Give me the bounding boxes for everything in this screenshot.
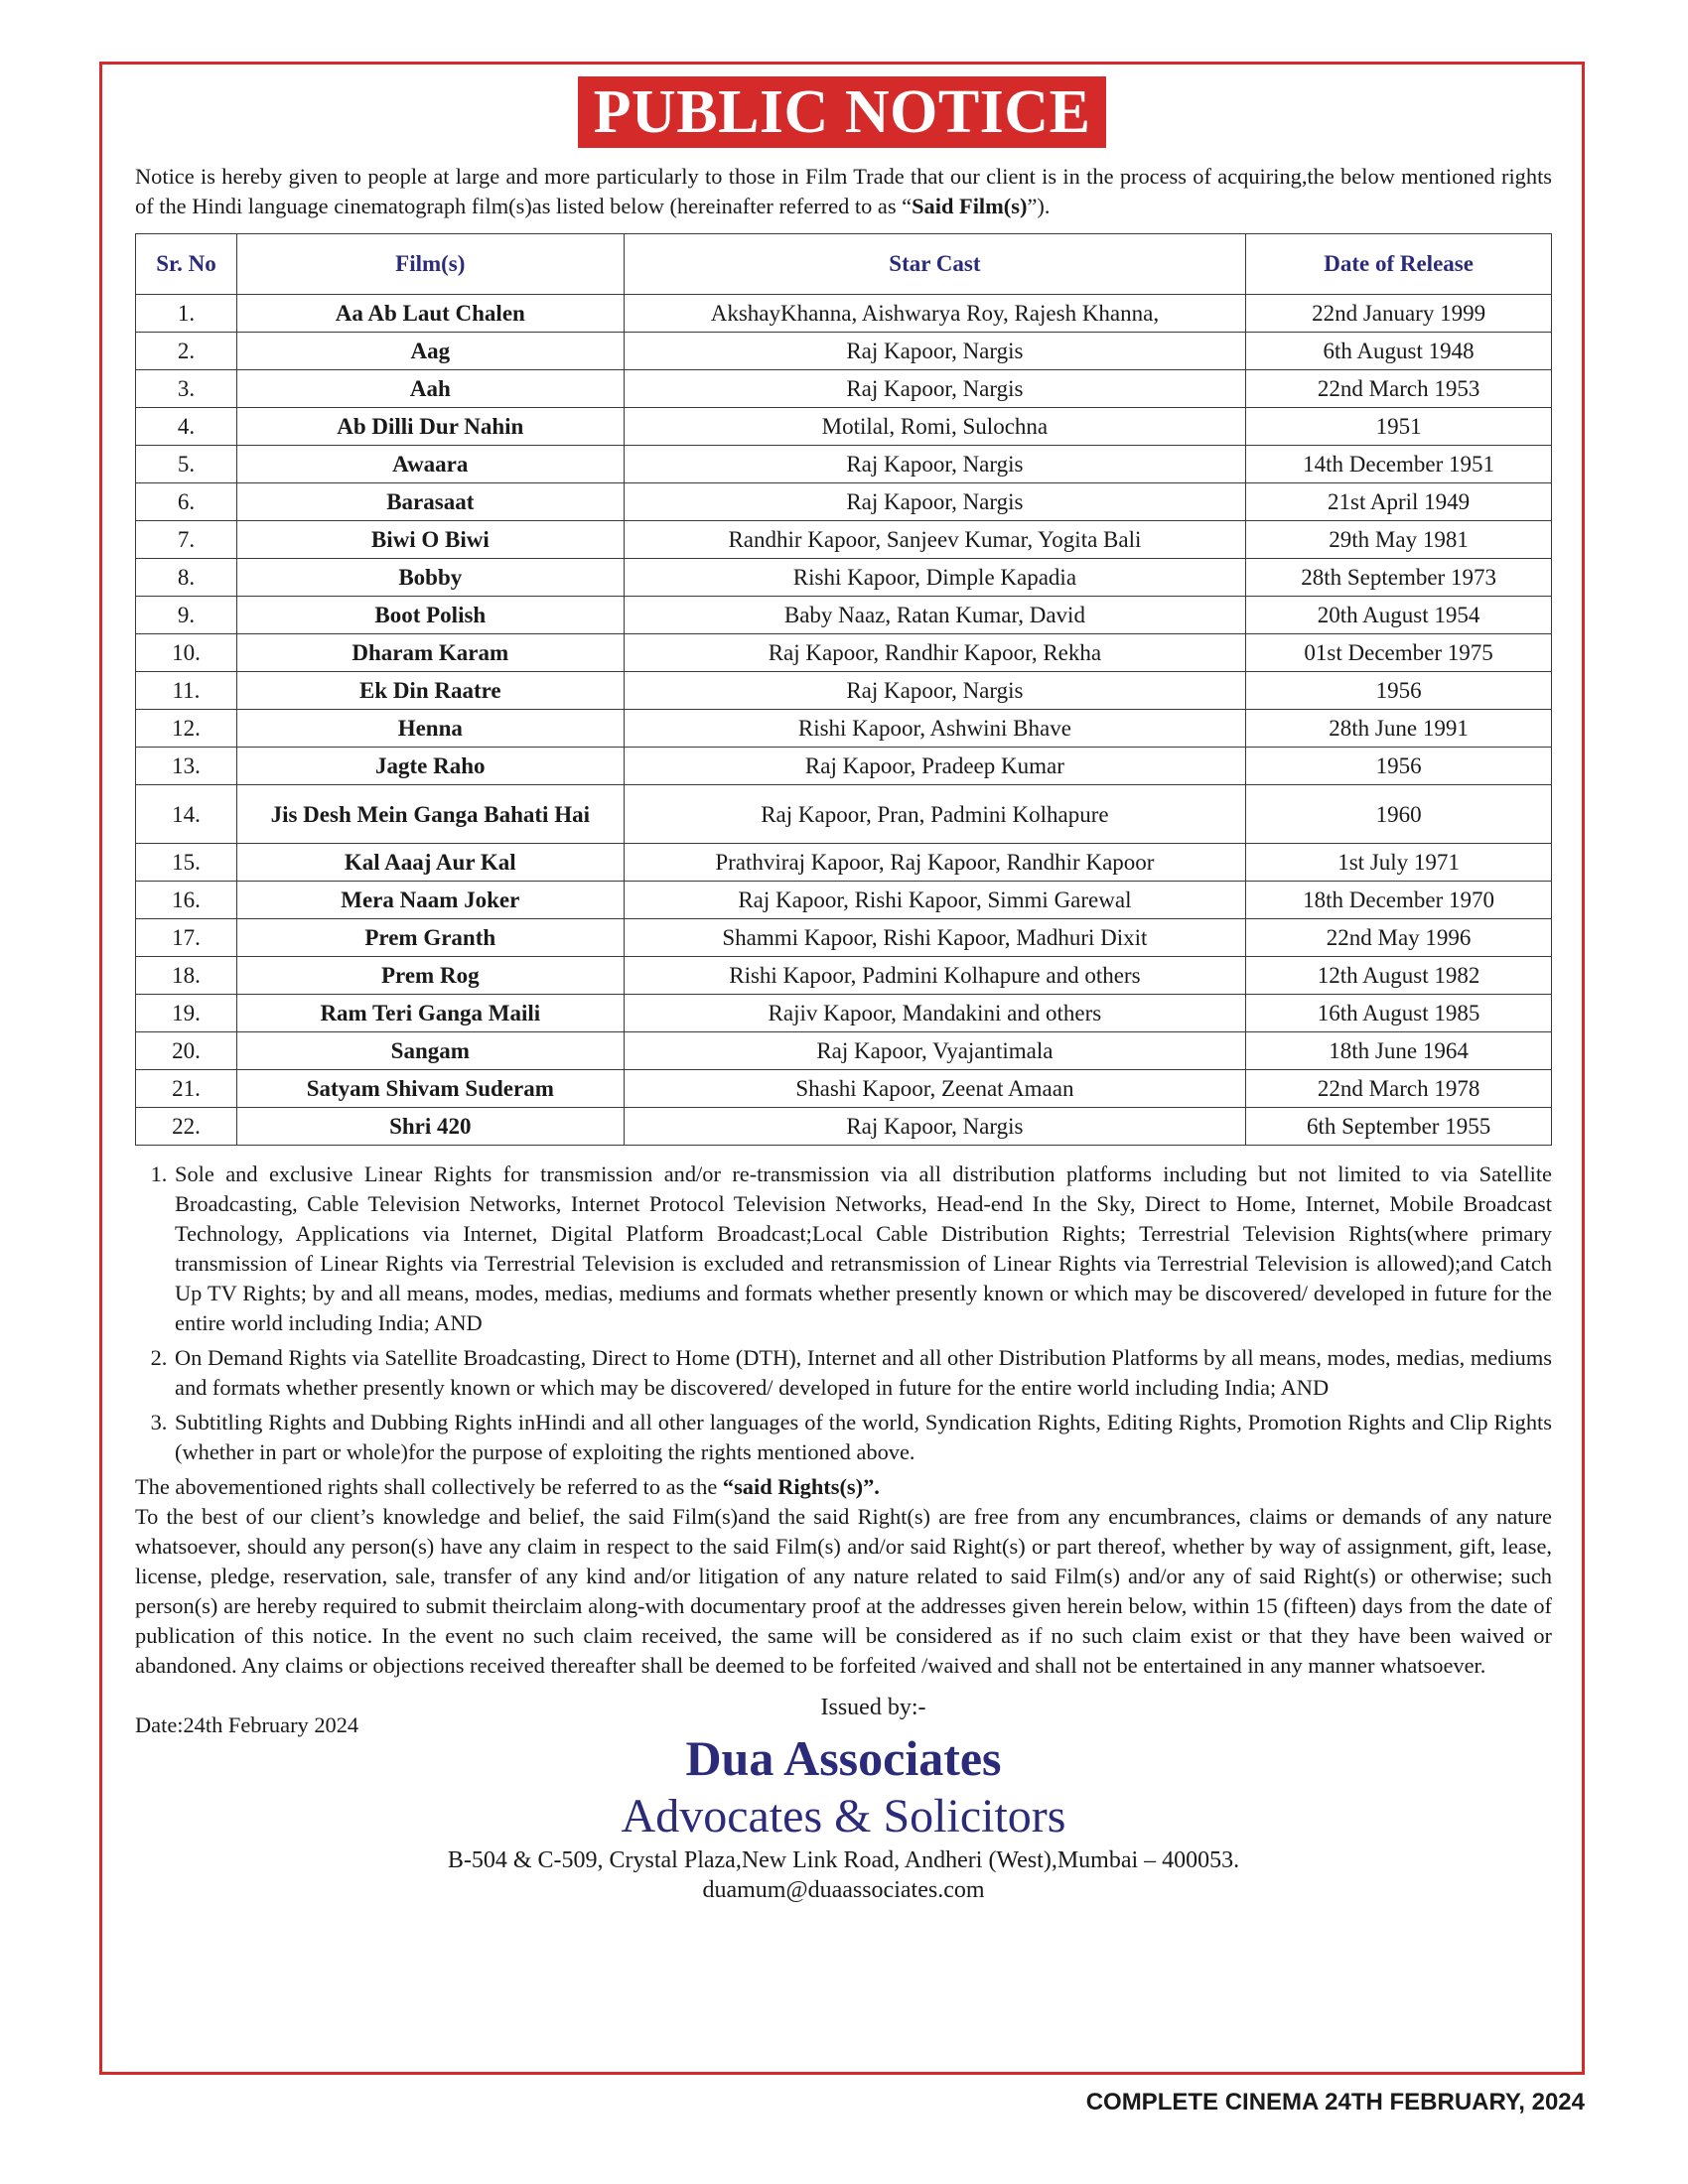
cell-star-cast: Rajiv Kapoor, Mandakini and others <box>624 995 1246 1032</box>
cell-sr-no: 5. <box>136 446 237 483</box>
notice-content <box>135 162 1552 1907</box>
cell-sr-no: 21. <box>136 1070 237 1108</box>
intro-bold: Said Film(s) <box>912 194 1028 218</box>
cell-star-cast: AkshayKhanna, Aishwarya Roy, Rajesh Khanna, <box>624 295 1246 333</box>
cell-star-cast: Motilal, Romi, Sulochna <box>624 408 1246 446</box>
cell-star-cast: Raj Kapoor, Nargis <box>624 483 1246 521</box>
cell-sr-no: 13. <box>136 748 237 785</box>
table-row <box>136 634 1552 672</box>
cell-star-cast: Shashi Kapoor, Zeenat Amaan <box>624 1070 1246 1108</box>
table-row <box>136 295 1552 333</box>
cell-film: Ab Dilli Dur Nahin <box>236 408 624 446</box>
cell-date: 1951 <box>1246 408 1552 446</box>
table-row <box>136 1070 1552 1108</box>
cell-date: 20th August 1954 <box>1246 597 1552 634</box>
rights-item: 2. On Demand Rights via Satellite Broadcasting, Direct to Home (DTH), Internet and all other Distribution Platforms by all means, modes, medias, mediums and formats whether presently known or which may be discovered/ developed in future for the entire world including India; AND <box>173 1343 1552 1403</box>
header-sr-no: Sr. No <box>136 234 237 295</box>
cell-star-cast: Raj Kapoor, Pradeep Kumar <box>624 748 1246 785</box>
cell-star-cast: Raj Kapoor, Nargis <box>624 333 1246 370</box>
claims-paragraph: To the best of our client’s knowledge and belief, the said Film(s)and the said Right(s) are free from any encumbrances, claims or demands of any nature whatsoever, should any person(s) have any claim in respect to the said Film(s) and/or said Right(s) or part thereof, whether by way of assignment, gift, lease, license, pledge, reservation, sale, transfer of any kind and/or litigation of any nature related to said Film(s) and/or any of said Right(s) or otherwise; such person(s) are hereby required to submit theirclaim along-with documentary proof at the addresses given herein below, within 15 (fifteen) days from the date of publication of this notice. In the event no such claim received, the same will be considered as if no such claim exist or that they have been waived or abandoned. Any claims or objections received thereafter shall be deemed to be forfeited /waived and shall not be entertained in any manner whatsoever. <box>135 1504 1552 1678</box>
films-table-body <box>136 295 1552 1146</box>
table-row <box>136 748 1552 785</box>
cell-date: 01st December 1975 <box>1246 634 1552 672</box>
cell-date: 18th December 1970 <box>1246 882 1552 919</box>
cell-film: Bobby <box>236 559 624 597</box>
cell-star-cast: Raj Kapoor, Nargis <box>624 446 1246 483</box>
cell-date: 29th May 1981 <box>1246 521 1552 559</box>
cell-film: Kal Aaaj Aur Kal <box>236 844 624 882</box>
cell-film: Henna <box>236 710 624 748</box>
cell-date: 16th August 1985 <box>1246 995 1552 1032</box>
cell-date: 1st July 1971 <box>1246 844 1552 882</box>
title-wrap <box>102 76 1582 148</box>
cell-sr-no: 2. <box>136 333 237 370</box>
cell-star-cast: Prathviraj Kapoor, Raj Kapoor, Randhir Kapoor <box>624 844 1246 882</box>
cell-sr-no: 1. <box>136 295 237 333</box>
cell-film: Aa Ab Laut Chalen <box>236 295 624 333</box>
cell-date: 6th September 1955 <box>1246 1108 1552 1146</box>
header-star-cast: Star Cast <box>624 234 1246 295</box>
rights-item: 3. Subtitling Rights and Dubbing Rights inHindi and all other languages of the world, Syndication Rights, Editing Rights, Promotion Rights and Clip Rights (whether in part or whole)for the purpose of exploiting the rights mentioned above. <box>173 1408 1552 1467</box>
cell-date: 21st April 1949 <box>1246 483 1552 521</box>
cell-date: 22nd March 1953 <box>1246 370 1552 408</box>
cell-star-cast: Raj Kapoor, Vyajantimala <box>624 1032 1246 1070</box>
table-row <box>136 710 1552 748</box>
table-row <box>136 1108 1552 1146</box>
cell-film: Jis Desh Mein Ganga Bahati Hai <box>236 785 624 844</box>
cell-date: 12th August 1982 <box>1246 957 1552 995</box>
cell-sr-no: 14. <box>136 785 237 844</box>
table-row <box>136 957 1552 995</box>
cell-film: Biwi O Biwi <box>236 521 624 559</box>
issued-by: Issued by:- <box>820 1695 926 1720</box>
cell-sr-no: 16. <box>136 882 237 919</box>
intro-paragraph <box>135 162 1552 221</box>
cell-star-cast: Raj Kapoor, Randhir Kapoor, Rekha <box>624 634 1246 672</box>
cell-film: Aah <box>236 370 624 408</box>
cell-star-cast: Rishi Kapoor, Dimple Kapadia <box>624 559 1246 597</box>
cell-date: 28th September 1973 <box>1246 559 1552 597</box>
cell-date: 22nd January 1999 <box>1246 295 1552 333</box>
cell-sr-no: 22. <box>136 1108 237 1146</box>
cell-date: 1956 <box>1246 672 1552 710</box>
table-row <box>136 559 1552 597</box>
cell-sr-no: 8. <box>136 559 237 597</box>
table-row <box>136 446 1552 483</box>
notice-date: Date:24th February 2024 <box>135 1712 359 1737</box>
intro-end: ”). <box>1027 194 1051 218</box>
cell-film: Ek Din Raatre <box>236 672 624 710</box>
table-row <box>136 370 1552 408</box>
cell-film: Awaara <box>236 446 624 483</box>
cell-sr-no: 10. <box>136 634 237 672</box>
cell-sr-no: 17. <box>136 919 237 957</box>
table-row <box>136 521 1552 559</box>
cell-sr-no: 3. <box>136 370 237 408</box>
cell-film: Prem Granth <box>236 919 624 957</box>
cell-film: Aag <box>236 333 624 370</box>
cell-sr-no: 20. <box>136 1032 237 1070</box>
cell-star-cast: Randhir Kapoor, Sanjeev Kumar, Yogita Bali <box>624 521 1246 559</box>
cell-sr-no: 15. <box>136 844 237 882</box>
cell-star-cast: Rishi Kapoor, Ashwini Bhave <box>624 710 1246 748</box>
firm-type: Advocates & Solicitors <box>621 1790 1066 1843</box>
table-row <box>136 919 1552 957</box>
cell-date: 18th June 1964 <box>1246 1032 1552 1070</box>
cell-date: 1960 <box>1246 785 1552 844</box>
table-row <box>136 1032 1552 1070</box>
table-row <box>136 333 1552 370</box>
cell-star-cast: Raj Kapoor, Pran, Padmini Kolhapure <box>624 785 1246 844</box>
cell-film: Jagte Raho <box>236 748 624 785</box>
firm-name: Dua Associates <box>685 1730 1002 1786</box>
rights-item: 1. Sole and exclusive Linear Rights for transmission and/or re-transmission via all distribution platforms including but not limited to via Satellite Broadcasting, Cable Television Networks, Internet Protocol Television Networks, Head-end In the Sky, Direct to Home, Internet, Mobile Broadcast Technology, Applications via Internet, Digital Platform Broadcast;Local Cable Distribution Rights; Terrestrial Television Rights(where primary transmission of Linear Rights via Terrestrial Television is excluded and retransmission of Linear Rights via Terrestrial Television is allowed);and Catch Up TV Rights; by and all means, modes, medias, mediums and formats whether presently known or which may be discovered/ developed in future for the entire world including India; AND <box>173 1160 1552 1338</box>
cell-date: 14th December 1951 <box>1246 446 1552 483</box>
cell-star-cast: Shammi Kapoor, Rishi Kapoor, Madhuri Dixit <box>624 919 1246 957</box>
cell-sr-no: 11. <box>136 672 237 710</box>
cell-date: 1956 <box>1246 748 1552 785</box>
cell-star-cast: Raj Kapoor, Rishi Kapoor, Simmi Garewal <box>624 882 1246 919</box>
cell-film: Satyam Shivam Suderam <box>236 1070 624 1108</box>
firm-address: B-504 & C-509, Crystal Plaza,New Link Road, Andheri (West),Mumbai – 400053. <box>447 1847 1240 1873</box>
table-row <box>136 785 1552 844</box>
cell-date: 22nd May 1996 <box>1246 919 1552 957</box>
page-footer: COMPLETE CINEMA 24TH FEBRUARY, 2024 <box>1085 2089 1585 2116</box>
rights-list <box>135 1160 1552 1467</box>
cell-sr-no: 7. <box>136 521 237 559</box>
cell-film: Shri 420 <box>236 1108 624 1146</box>
cell-film: Prem Rog <box>236 957 624 995</box>
table-row <box>136 597 1552 634</box>
collective-paragraph <box>135 1472 1552 1502</box>
table-row <box>136 882 1552 919</box>
cell-star-cast: Raj Kapoor, Nargis <box>624 370 1246 408</box>
collective-bold: “said Rights(s)”. <box>722 1474 880 1499</box>
cell-sr-no: 18. <box>136 957 237 995</box>
header-films: Film(s) <box>236 234 624 295</box>
table-row <box>136 672 1552 710</box>
table-row <box>136 995 1552 1032</box>
cell-star-cast: Rishi Kapoor, Padmini Kolhapure and others <box>624 957 1246 995</box>
cell-sr-no: 4. <box>136 408 237 446</box>
cell-sr-no: 9. <box>136 597 237 634</box>
table-row <box>136 408 1552 446</box>
intro-text: Notice is hereby given to people at large and more particularly to those in Film Trade that our client is in the process of acquiring,the below mentioned rights of the Hindi language cinematograph film(s)as listed below (hereinafter referred to as “ <box>135 164 1552 218</box>
notice-title: PUBLIC NOTICE <box>578 76 1107 148</box>
cell-star-cast: Baby Naaz, Ratan Kumar, David <box>624 597 1246 634</box>
cell-film: Boot Polish <box>236 597 624 634</box>
table-row <box>136 483 1552 521</box>
cell-film: Mera Naam Joker <box>236 882 624 919</box>
notice-frame <box>99 62 1585 2075</box>
cell-date: 22nd March 1978 <box>1246 1070 1552 1108</box>
cell-film: Barasaat <box>236 483 624 521</box>
cell-date: 6th August 1948 <box>1246 333 1552 370</box>
signature-block <box>135 1689 1552 1907</box>
collective-text: The abovementioned rights shall collectively be referred to as the <box>135 1474 723 1499</box>
cell-film: Ram Teri Ganga Maili <box>236 995 624 1032</box>
cell-sr-no: 19. <box>136 995 237 1032</box>
cell-star-cast: Raj Kapoor, Nargis <box>624 1108 1246 1146</box>
header-date-of-release: Date of Release <box>1246 234 1552 295</box>
cell-film: Dharam Karam <box>236 634 624 672</box>
cell-star-cast: Raj Kapoor, Nargis <box>624 672 1246 710</box>
cell-film: Sangam <box>236 1032 624 1070</box>
cell-sr-no: 12. <box>136 710 237 748</box>
table-header-row <box>136 234 1552 295</box>
cell-date: 28th June 1991 <box>1246 710 1552 748</box>
cell-sr-no: 6. <box>136 483 237 521</box>
firm-email: duamum@duaassociates.com <box>702 1877 985 1903</box>
films-table <box>135 233 1552 1146</box>
table-row <box>136 844 1552 882</box>
